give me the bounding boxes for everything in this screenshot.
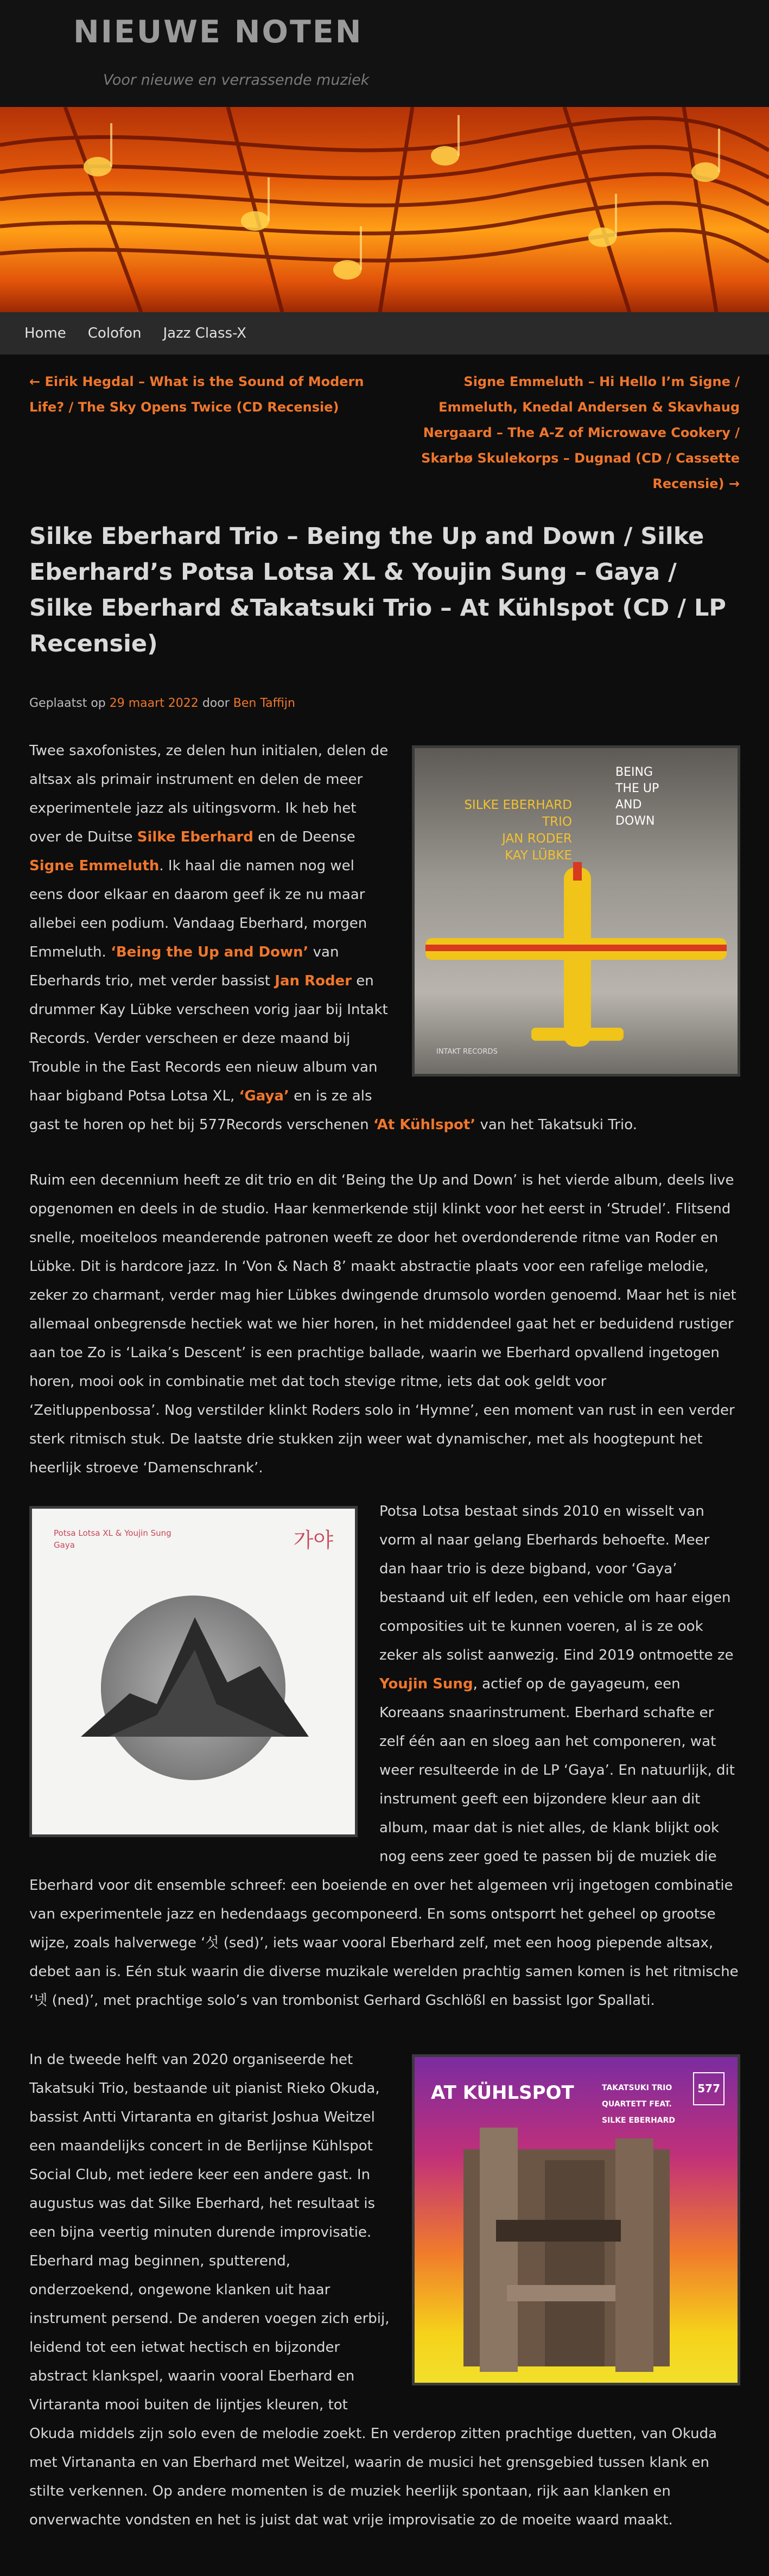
cover1-member-1: JAN RODER [502,832,572,846]
cover1-title-3: AND [615,798,642,812]
author-link[interactable]: Ben Taffijn [233,697,295,710]
cover3-title: AT KÜHLSPOT [431,2082,574,2104]
meta-by: door [202,697,230,710]
meta-prefix: Geplaatst op [29,697,106,710]
link-jan-roder[interactable]: Jan Roder [275,973,352,989]
cover3-badge: 577 [693,2072,724,2105]
next-post-link[interactable]: Signe Emmeluth – Hi Hello I’m Signe / Emmeluth, Knedal Andersen & Skavhaug Nergaard – The A-Z of Microwave Cookery / Skarbø Skulekorps – Dugnad (CD / Cassette Recensie) → [421,374,740,491]
paragraph-intro [29,737,740,1140]
cover1-title-2: THE UP [615,782,659,795]
cover2-line-1: Potsa Lotsa XL & Youjin Sung [54,1528,171,1538]
post-date-link[interactable]: 29 maart 2022 [109,697,199,710]
cover1-title-4: DOWN [615,814,655,828]
cover1-artist: SILKE EBERHARD TRIO [464,798,572,829]
link-youjin-sung[interactable]: Youjin Sung [379,1676,473,1692]
cover3-sub-1: TAKATSUKI TRIO [602,2084,672,2092]
site-header [0,0,769,107]
cover1-label: INTAKT RECORDS [436,1048,498,1056]
link-gaya[interactable]: ‘Gaya’ [239,1088,289,1104]
wood-sculpture-illustration [415,2057,738,2383]
cover3-sub-3: SILKE EBERHARD [602,2116,676,2125]
main-nav [0,312,769,355]
link-at-kuhlspot[interactable]: ‘At Kühlspot’ [373,1117,476,1133]
previous-post-link[interactable]: ← Eirik Hegdal – What is the Sound of Modern Life? / The Sky Opens Twice (CD Recensie) [29,374,364,415]
mountain-illustration [32,1509,355,1834]
nav-jazz-class-x[interactable]: Jazz Class-X [163,325,246,341]
site-title[interactable]: NIEUWE NOTEN [73,14,363,50]
cover3-sub-2: QUARTETT FEAT. [602,2100,672,2109]
cover-being-the-up-and-down [412,745,740,1077]
post-meta [29,697,295,710]
cover1-member-2: KAY LÜBKE [505,849,572,863]
header-banner-image [0,107,769,312]
cover-at-kuhlspot [412,2054,740,2385]
paragraph-trio-review: Ruim een decennium heeft ze dit trio en dit ‘Being the Up and Down’ is het vierde album, deels live opgenomen en deels in de studio. Haar kenmerkende stijl klinkt voor het eerst in ‘Strudel’. Flitsend snelle, moeiteloos meanderende patronen weeft ze door het overdonderende ritme van Roder en Lübke. Dit is hardcore jazz. In ‘Von & Nach 8’ maakt abstractie plaats voor een rafelige melodie, zeker zo charmant, verder mag hier Lübkes dwingende drumsolo worden genoemd. Maar het is niet allemaal onbegrensde hectiek wat we hier horen, in het middendeel gaat het er beduidend rustiger aan toe Zo is ‘Laika’s Descent’ is een prachtige ballade, waarin we Eberhard opvallend ingetogen horen, mooi ook in combinatie met dat toch stevige ritme, iets dat ook geldt voor ‘Zeitluppenbossa’. Nog verstilder klinkt Roders solo in ‘Hymne’, een moment van rust in een verder sterk ritmisch stuk. De laatste drie stukken zijn weer wat dynamischer, met als hoogtepunt het heerlijk stroeve ‘Damenschrank’. [29,1172,736,1476]
paragraph-gaya-review: Potsa Lotsa XL & Youjin Sung Gaya 가야 Potsa Lotsa bestaat sinds 2010 en wisselt van vorm al naar gelang Eberhards behoefte. Meer dan haar trio is deze bigband, voor ‘Gaya’ bestaand uit elf leden, een vehicle om haar eigen composities uit te kunnen voeren, al is ze ook zeker als solist aanwezig. Eind 2019 ontmoette ze Youjin Sung, actief op de gayageum, een Koreaans snaarinstrument. Eberhard schafte er zelf één aan en sloeg aan het componeren, wat weer resulteerde in de LP ‘Gaya’. En natuurlijk, dit instrument geeft een bijzondere kleur aan dit album, maar dat is niet alles, de klank blijkt ook nog eens zeer goed te passen bij de muziek die Eberhard voor dit ensemble schreef: een boeiende en over het algemeen vrij ingetogen combinatie van experimentele jazz en hedendaags gecomponeerd. En soms ontsporrt het geheel op grootse wijze, zoals halverwege ‘섯 (sed)’, iets waar vooral Eberhard zelf, met een hoog piepende altsax, debet aan is. Eén stuk waarin die diverse muzikale werelden prachtig samen komen is het ritmische ‘넷 (ned)’, met prachtige solo’s van trombonist Gerhard Gschlößl en bassist Igor Spallati. [29,1503,739,2009]
paragraph-kuhlspot-review: AT KÜHLSPOT TAKATSUKI TRIO QUARTETT FEAT. SILKE EBERHARD 577 In de tweede helft van 2020 organiseerde het Takatsuki Trio, bestaande uit pianist Rieko Okuda, bassist Antti Virtaranta en gitarist Joshua Weitzel een maandelijks concert in de Berlijnse Kühlspot Social Club, met iedere keer een andere gast. In augustus was dat Silke Eberhard, het resultaat is een bijna veertig minuten durende improvisatie. Eberhard mag beginnen, sputterend, onderzoekend, ongewone klanken uit haar instrument persend. De anderen voegen zich erbij, leidend tot een ietwat hectisch en bijzonder abstract klankspel, waarin vooral Eberhard en Virtaranta mooi buiten de lijntjes kleuren, tot Okuda middels zijn solo even de melodie zoekt. En verderop zitten prachtige duetten, van Okuda met Virtananta en van Eberhard met Weitzel, waarin de musici het grensgebied tussen klank en stilte verkennen. Op andere momenten is de muziek heerlijk spontaan, rijk aan klanken en onverwachte vondsten en het is juist dat wat vrije improvisatie zo de moeite waard maakt. [29,2046,740,2535]
cover2-line-2: Gaya [54,1540,75,1550]
airplane-illustration [415,748,738,1074]
cover1-title-1: BEING [615,765,653,779]
link-silke-eberhard[interactable]: Silke Eberhard [137,829,253,845]
link-signe-emmeluth[interactable]: Signe Emmeluth [29,858,160,874]
site-description: Voor nieuwe en verrassende muziek [103,72,370,88]
cover2-korean-title: 가야 [293,1528,333,1552]
cover-gaya [29,1506,358,1837]
intro-text: Twee saxofonistes, ze delen hun initialen, delen de altsax als primair instrument en delen de meer experimentele jazz als uitingsvorm. Ik heb het over de Duitse Silke Eberhard en de Deense Signe Emmeluth. Ik haal die namen nog wel eens door elkaar en daarom geef ik ze nu maar allebei een podium. Vandaag Eberhard, morgen Emmeluth. ‘Being the Up and Down’ van Eberhards trio, met verder bassist Jan Roder en drummer Kay Lübke verscheen vorig jaar bij Intakt Records. Verder verscheen er deze maand bij Trouble in the East Records een nieuw album van haar bigband Potsa Lotsa XL, ‘Gaya’ en is ze als gast te horen op het bij 577Records verschenen ‘At Kühlspot’ van het Takatsuki Trio. [29,743,637,1133]
nav-colofon[interactable]: Colofon [87,325,142,341]
nav-home[interactable]: Home [24,325,66,341]
post-title: Silke Eberhard Trio – Being the Up and Down / Silke Eberhard’s Potsa Lotsa XL & Youjin Sung – Gaya / Silke Eberhard &Takatsuki Trio – At Kühlspot (CD / LP Recensie) [29,523,726,657]
link-being-the-up-and-down[interactable]: ‘Being the Up and Down’ [110,944,309,960]
